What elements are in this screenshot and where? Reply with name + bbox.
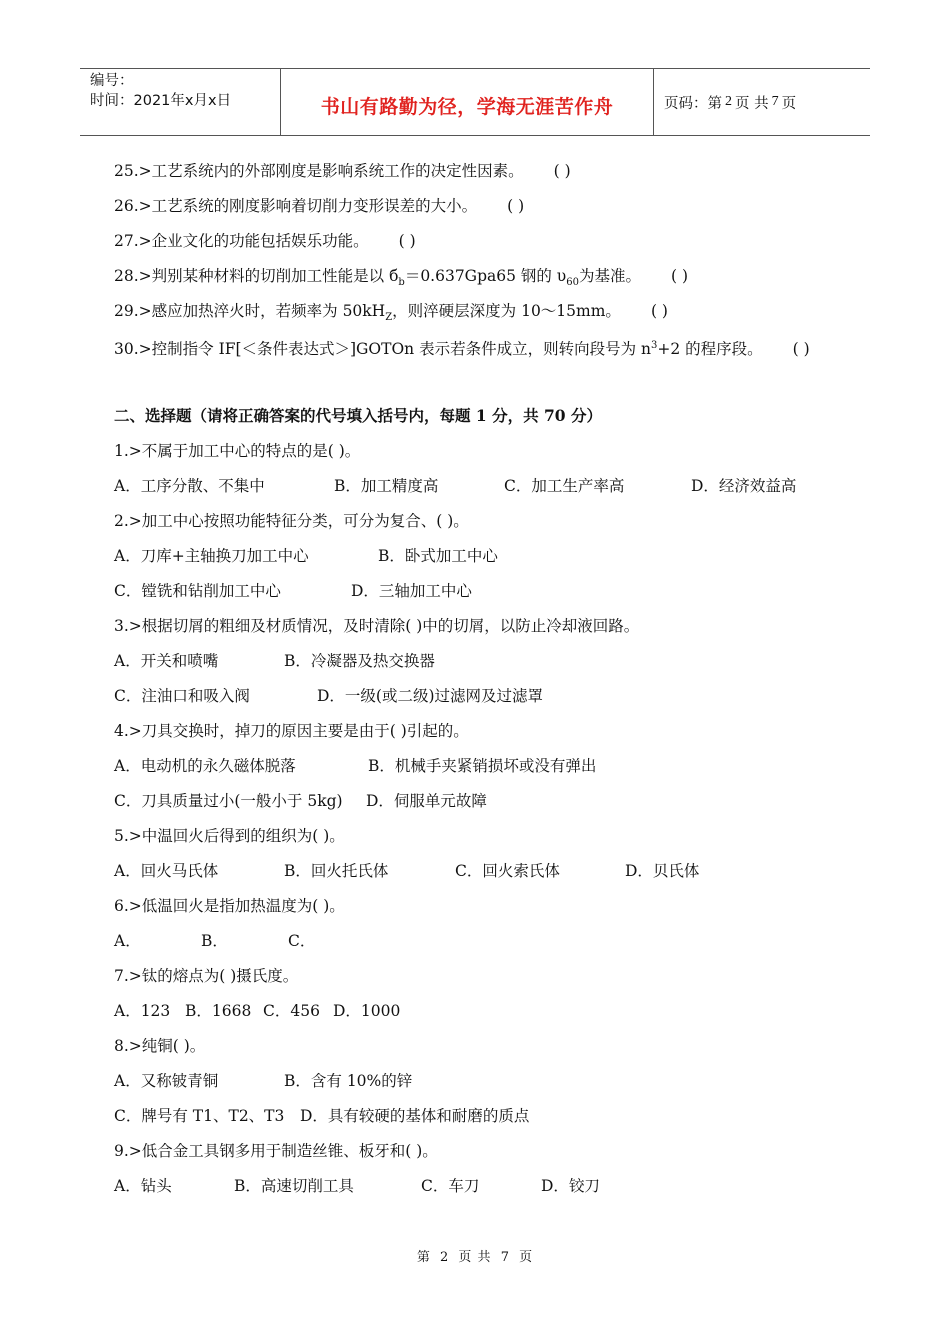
question-stem: 6.>低温回火是指加热温度为( )。 (114, 897, 345, 915)
option-c: C． (288, 932, 316, 950)
option-d: D．1000 (333, 1002, 401, 1020)
subscript-b: b (398, 277, 405, 289)
page-current: 2 (725, 94, 732, 109)
option-row (114, 681, 854, 716)
answer-paren: ( ) (398, 232, 416, 250)
answer-paren: ( ) (507, 197, 525, 215)
option-d: D．三轴加工中心 (351, 582, 472, 600)
option-d: D．一级(或二级)过滤网及过滤罩 (317, 687, 544, 705)
option-c: C．回火索氏体 (455, 862, 560, 880)
question-stem: 5.>中温回火后得到的组织为( )。 (114, 827, 345, 845)
option-row (114, 786, 854, 821)
header-page-info (654, 69, 870, 135)
footer-pre: 第 (416, 1250, 431, 1265)
option-c: C．镗铣和钻削加工中心 (114, 582, 281, 600)
superscript-3: 3 (651, 340, 658, 351)
footer-current: 2 (440, 1250, 450, 1265)
option-d: D．铰刀 (541, 1177, 600, 1195)
option-d: D．经济效益高 (691, 477, 797, 495)
option-a: A．电动机的永久磁体脱落 (114, 757, 296, 775)
option-row (114, 856, 854, 891)
option-b: B．1668 (185, 1002, 252, 1020)
answer-paren: ( ) (792, 340, 810, 359)
footer-post: 页 (519, 1250, 534, 1265)
judge-text: 26.>工艺系统的刚度影响着切削力变形误差的大小。 (114, 197, 478, 215)
judge-text: ＝0.637Gpa65 钢的 υ (404, 267, 567, 285)
page-header (80, 68, 870, 136)
option-d: D．贝氏体 (625, 862, 700, 880)
spacer (114, 366, 854, 401)
answer-paren: ( ) (670, 267, 689, 285)
judge-text: 为基准。 (578, 267, 641, 285)
judge-item-30 (114, 331, 854, 366)
answer-paren: ( ) (650, 302, 668, 320)
option-a: A．回火马氏体 (114, 862, 219, 880)
page-footer (0, 1246, 950, 1265)
option-row (114, 1066, 854, 1101)
question-stem: 4.>刀具交换时，掉刀的原因主要是由于( )引起的。 (114, 722, 469, 740)
answer-paren: ( ) (553, 162, 571, 180)
option-c: C．车刀 (421, 1177, 480, 1195)
option-b: B．机械手夹紧销损坏或没有弹出 (368, 757, 597, 775)
option-a: A．刀库+主轴换刀加工中心 (114, 547, 309, 565)
option-a: A．工序分散、不集中 (114, 477, 265, 495)
question-stem: 8.>纯铜( )。 (114, 1037, 206, 1055)
option-d: D．伺服单元故障 (366, 792, 487, 810)
page-total: 7 (771, 94, 779, 109)
time-label: 时间：2021年x月x日 (90, 93, 232, 109)
question-stem: 9.>低合金工具钢多用于制造丝锥、板牙和( )。 (114, 1142, 438, 1160)
judge-text: 25.>工艺系统内的外部刚度是影响系统工作的决定性因素。 (114, 162, 524, 180)
option-c: C．456 (263, 1002, 320, 1020)
judge-text: 30.>控制指令 IF[＜条件表达式＞]GOTOn 表示若条件成立，则转向段号为 n (114, 340, 651, 359)
question-stem: 1.>不属于加工中心的特点的是( )。 (114, 442, 361, 460)
option-row (114, 751, 854, 786)
option-a: A．123 (114, 1002, 171, 1020)
option-row (114, 541, 854, 576)
header-motto: 书山有路勤为径，学海无涯苦作舟 (281, 69, 654, 135)
judge-item-27 (114, 226, 854, 261)
option-a: A． (114, 932, 141, 950)
subscript-60: 60 (566, 277, 579, 289)
option-c: C．注油口和吸入阀 (114, 687, 250, 705)
question-stem: 7.>钛的熔点为( )摄氏度。 (114, 967, 299, 985)
option-d: D．具有较硬的基体和耐磨的质点 (300, 1107, 530, 1125)
judge-text: ，则淬硬层深度为 10～15mm。 (392, 302, 621, 320)
option-row (114, 576, 854, 611)
subscript-z: Z (385, 312, 393, 324)
document-body (114, 156, 854, 1206)
option-b: B．加工精度高 (334, 477, 439, 495)
serial-label: 编号： (90, 73, 134, 89)
option-b: B．含有 10%的锌 (284, 1072, 413, 1090)
option-a: A．钻头 (114, 1177, 172, 1195)
option-row (114, 1171, 854, 1206)
judge-text: +2 的程序段。 (657, 340, 763, 359)
option-row (114, 1101, 854, 1136)
option-a: A．又称铍青铜 (114, 1072, 219, 1090)
page-label-pre: 页码：第 (664, 95, 722, 112)
judge-item-26 (114, 191, 854, 226)
judge-text: 28.>判别某种材料的切削加工性能是以 б (114, 267, 399, 285)
footer-mid: 页 共 (458, 1250, 492, 1265)
option-c: C．加工生产率高 (504, 477, 625, 495)
page-label-post: 页 (781, 95, 797, 112)
question-stem: 3.>根据切屑的粗细及材质情况，及时清除( )中的切屑，以防止冷却液回路。 (114, 617, 640, 635)
page-label-mid: 页 共 (735, 95, 769, 112)
judge-text: 27.>企业文化的功能包括娱乐功能。 (114, 232, 369, 250)
footer-total: 7 (500, 1250, 510, 1265)
header-meta (80, 69, 281, 135)
option-c: C．牌号有 T1、T2、T3 (114, 1107, 285, 1125)
option-row (114, 646, 854, 681)
option-a: A．开关和喷嘴 (114, 652, 219, 670)
option-b: B．冷凝器及热交换器 (284, 652, 435, 670)
option-b: B．回火托氏体 (284, 862, 389, 880)
section-title: 二、选择题（请将正确答案的代号填入括号内，每题 1 分，共 70 分） (114, 406, 602, 425)
option-row (114, 471, 854, 506)
judge-item-25 (114, 156, 854, 191)
judge-text: 29.>感应加热淬火时，若频率为 50kH (114, 302, 386, 320)
judge-item-28 (114, 261, 854, 296)
judge-item-29 (114, 296, 854, 331)
option-b: B．高速切削工具 (234, 1177, 354, 1195)
option-row (114, 926, 854, 961)
option-c: C．刀具质量过小(一般小于 5kg) (114, 792, 343, 810)
option-row (114, 996, 854, 1031)
option-b: B．卧式加工中心 (378, 547, 498, 565)
option-b: B． (201, 932, 228, 950)
question-stem: 2.>加工中心按照功能特征分类，可分为复合、( )。 (114, 512, 469, 530)
